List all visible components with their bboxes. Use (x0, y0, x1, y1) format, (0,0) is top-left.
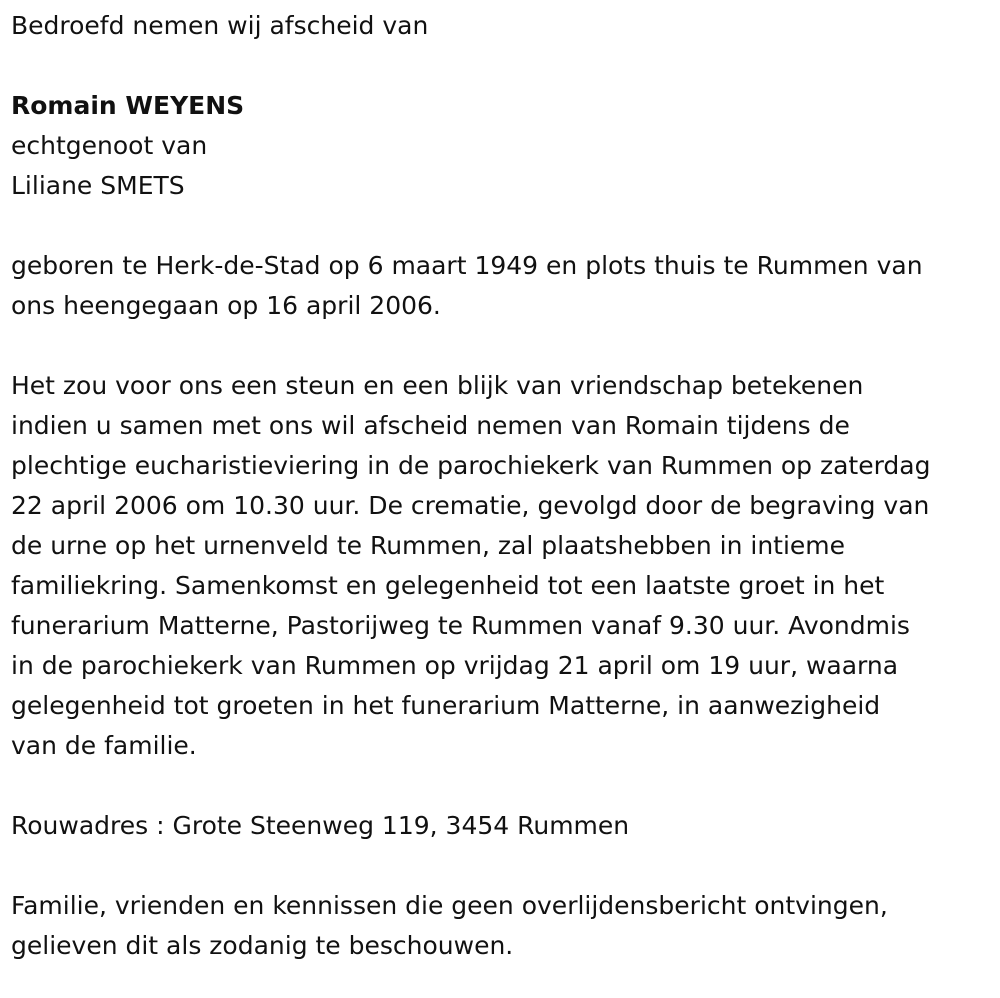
ceremony-paragraph (11, 366, 996, 766)
paragraph-line: in de parochiekerk van Rummen op vrijdag 21 april om 19 uur, waarna (11, 651, 899, 680)
mourning-address: Rouwadres : Grote Steenweg 119, 3454 Rummen (11, 811, 630, 840)
spouse-name: Liliane SMETS (11, 171, 185, 200)
paragraph-line: funerarium Matterne, Pastorijweg te Rummen vanaf 9.30 uur. Avondmis (11, 611, 910, 640)
paragraph-line: gelegenheid tot groeten in het funerarium Matterne, in aanwezigheid (11, 691, 881, 720)
spacer (11, 846, 996, 886)
spacer (11, 326, 996, 366)
deceased-name: Romain WEYENS (11, 91, 245, 120)
paragraph-line: de urne op het urnenveld te Rummen, zal plaatshebben in intieme (11, 531, 846, 560)
spacer (11, 206, 996, 246)
paragraph-line: ons heengegaan op 16 april 2006. (11, 291, 441, 320)
paragraph-line: plechtige eucharistieviering in de parochiekerk van Rummen op zaterdag (11, 451, 931, 480)
closing-paragraph (11, 886, 996, 966)
spacer (11, 766, 996, 806)
paragraph-line: indien u samen met ons wil afscheid nemen van Romain tijdens de (11, 411, 850, 440)
paragraph-line: 22 april 2006 om 10.30 uur. De crematie, gevolgd door de begraving van (11, 491, 930, 520)
paragraph-line: Het zou voor ons een steun en een blijk van vriendschap betekenen (11, 371, 864, 400)
death-notice (11, 0, 996, 966)
intro-text: Bedroefd nemen wij afscheid van (11, 11, 429, 40)
paragraph-line: van de familie. (11, 731, 197, 760)
paragraph-line: geboren te Herk-de-Stad op 6 maart 1949 en plots thuis te Rummen van (11, 251, 923, 280)
paragraph-line: gelieven dit als zodanig te beschouwen. (11, 931, 514, 960)
paragraph-line: familiekring. Samenkomst en gelegenheid tot een laatste groet in het (11, 571, 885, 600)
paragraph-line: Familie, vrienden en kennissen die geen overlijdensbericht ontvingen, (11, 891, 888, 920)
relation-text: echtgenoot van (11, 131, 208, 160)
birth-death-paragraph (11, 246, 996, 326)
